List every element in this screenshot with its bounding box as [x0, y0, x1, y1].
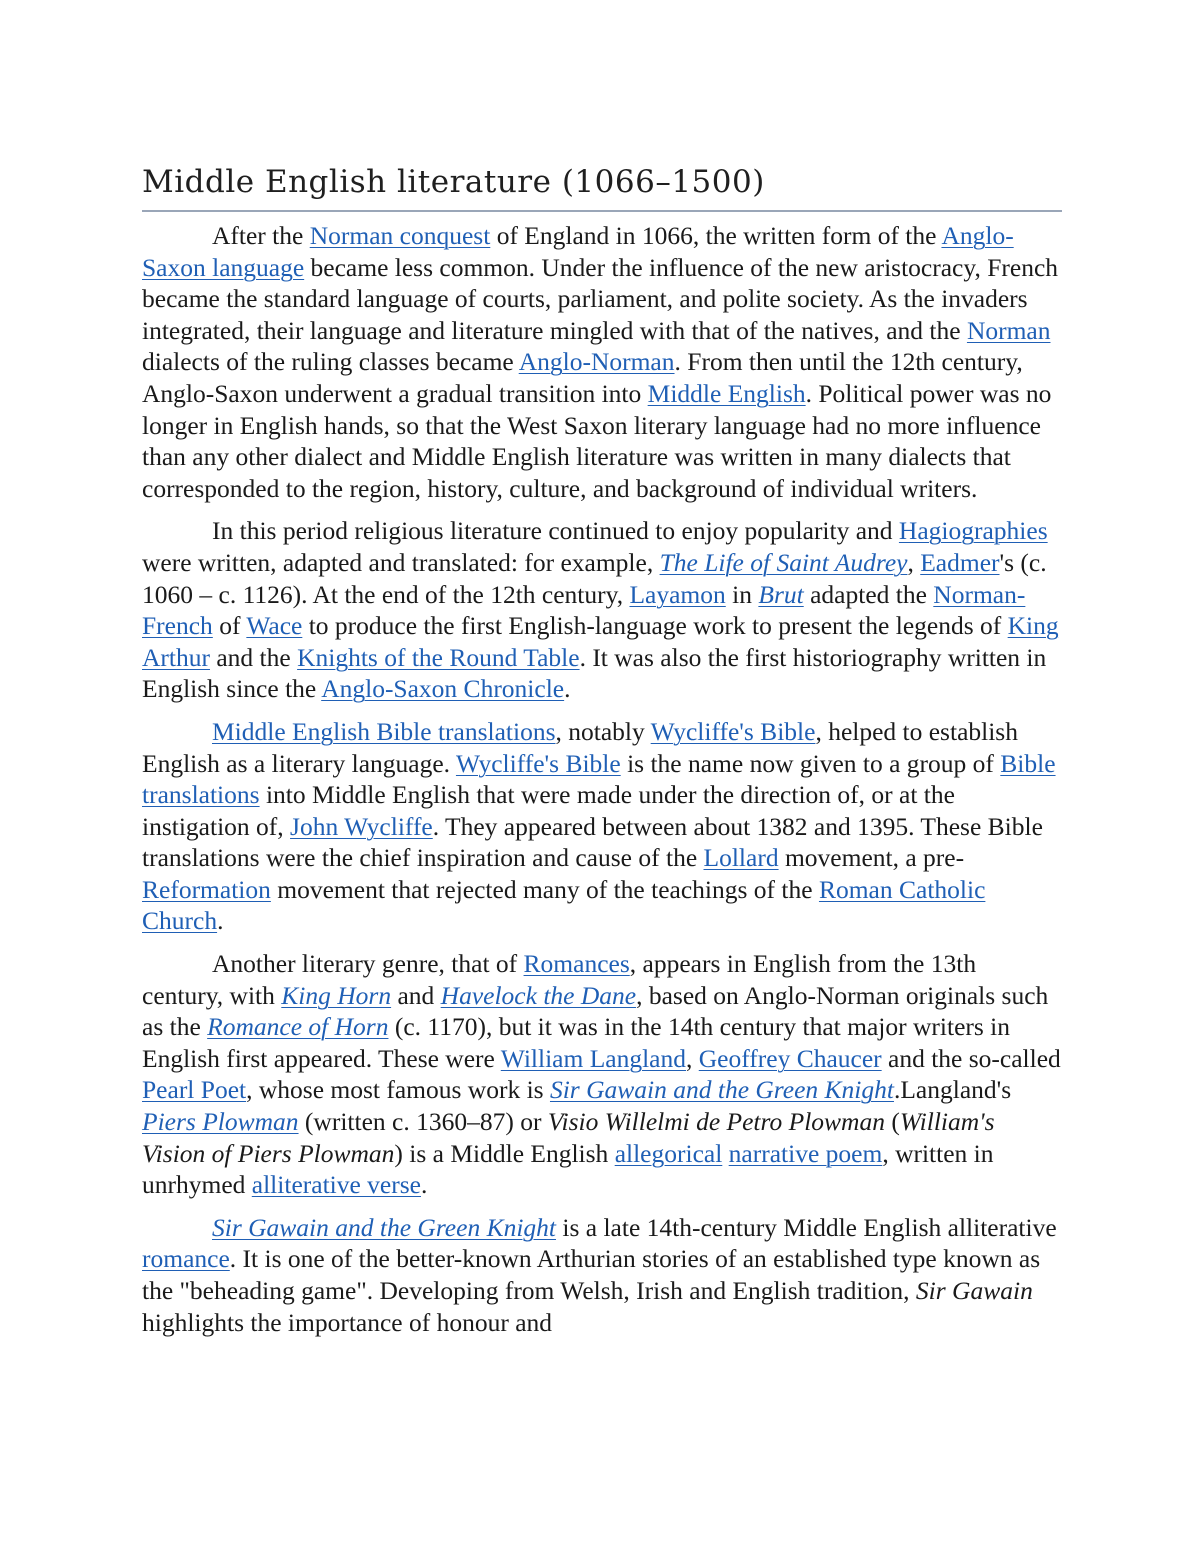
hyperlink[interactable]: Pearl Poet: [142, 1075, 247, 1105]
hyperlink[interactable]: Sir Gawain and the Green Knight: [212, 1212, 557, 1242]
text-run: ) is a Middle English: [394, 1138, 615, 1168]
hyperlink[interactable]: Middle English Bible translations: [212, 716, 556, 746]
hyperlink[interactable]: Norman conquest: [309, 221, 491, 250]
hyperlink[interactable]: Layamon: [629, 579, 726, 609]
text-run: , whose most famous work is: [246, 1075, 550, 1105]
text-run: In this period religious literature continued to enjoy popularity and: [212, 516, 899, 546]
section-heading: Middle English literature (1066–1500): [142, 160, 1062, 212]
text-run: , helped to establish English as a literary language.: [142, 716, 1018, 778]
hyperlink[interactable]: Anglo-Norman: [518, 347, 675, 377]
paragraph: [142, 220, 1062, 504]
text-run: , based on Anglo-Norman originals such as the: [142, 980, 1049, 1042]
hyperlink[interactable]: Brut: [758, 579, 804, 609]
hyperlink[interactable]: Norman: [966, 315, 1051, 345]
hyperlink[interactable]: Knights of the Round Table: [297, 642, 580, 672]
paragraph: [142, 716, 1062, 937]
text-run: , notably: [555, 716, 651, 746]
text-run: and: [391, 980, 441, 1010]
hyperlink[interactable]: Roman Catholic Church: [142, 874, 986, 936]
text-run: (written c. 1360–87) or: [298, 1107, 548, 1137]
text-run: and the: [209, 642, 298, 672]
text-run: adapted the: [803, 579, 934, 609]
hyperlink[interactable]: King Arthur: [142, 611, 1059, 672]
text-run: is the name now given to a group of: [620, 748, 1001, 778]
hyperlink[interactable]: Romances: [523, 949, 630, 979]
text-run: . From then until the 12th century, Anglo-Saxon underwent a gradual transition into: [142, 347, 1023, 408]
hyperlink[interactable]: allegorical: [614, 1138, 723, 1168]
hyperlink[interactable]: Lollard: [703, 843, 779, 873]
text-run: Another literary genre, that of: [212, 949, 524, 979]
text-run: 's (c. 1060 – c. 1126). At the end of the 12th century,: [142, 547, 1047, 609]
hyperlink[interactable]: Norman-French: [142, 579, 1026, 641]
hyperlink[interactable]: Anglo-Saxon Chronicle: [321, 674, 565, 704]
hyperlink[interactable]: Piers Plowman: [142, 1107, 299, 1137]
text-run: is a late 14th-century Middle English alliterative: [556, 1212, 1057, 1242]
hyperlink[interactable]: Romance of Horn: [207, 1012, 389, 1042]
italic-text: William's Vision of Piers Plowman: [142, 1107, 995, 1168]
hyperlink[interactable]: Wycliffe's Bible: [455, 748, 621, 778]
hyperlink[interactable]: Bible translations: [142, 748, 1056, 810]
text-run: , written in unrhymed: [142, 1138, 994, 1200]
hyperlink[interactable]: Middle English: [647, 378, 806, 408]
text-run: of: [212, 611, 247, 641]
paragraph: [142, 1212, 1062, 1338]
hyperlink[interactable]: Eadmer: [920, 547, 1000, 577]
hyperlink[interactable]: King Horn: [281, 980, 392, 1010]
paragraph: [142, 515, 1062, 705]
hyperlink[interactable]: The Life of Saint Audrey: [659, 547, 908, 577]
hyperlink[interactable]: John Wycliffe: [290, 811, 433, 841]
text-run: After the: [212, 221, 310, 250]
hyperlink[interactable]: Wace: [246, 611, 303, 641]
hyperlink[interactable]: Wycliffe's Bible: [650, 716, 816, 746]
text-run: into Middle English that were made under the direction of, or at the instigation of,: [142, 780, 955, 841]
italic-text: Visio Willelmi de Petro Plowman: [547, 1107, 885, 1137]
text-run: .: [420, 1170, 428, 1200]
document-body: [142, 220, 1062, 1338]
text-run: . It is one of the better-known Arthurian stories of an established type known as the "beheading game". Developing from Welsh, Irish and English tradition,: [142, 1244, 1041, 1305]
document-page: [142, 160, 1062, 1338]
hyperlink[interactable]: romance: [142, 1244, 230, 1274]
hyperlink[interactable]: Havelock the Dane: [440, 980, 637, 1010]
hyperlink[interactable]: Sir Gawain and the Green Knight: [549, 1075, 894, 1105]
text-run: (c. 1170), but it was in the 14th century that major writers in English first appeared. These were: [142, 1012, 1011, 1073]
text-run: were written, adapted and translated: for example,: [142, 547, 660, 577]
text-run: highlights the importance of honour and: [142, 1307, 553, 1337]
hyperlink[interactable]: Reformation: [142, 874, 271, 904]
text-run: movement that rejected many of the teachings of the: [270, 874, 819, 904]
hyperlink[interactable]: William Langland: [500, 1043, 686, 1073]
text-run: . They appeared between about 1382 and 1395. These Bible translations were the chief inspiration and cause of the: [142, 811, 1043, 873]
hyperlink[interactable]: Hagiographies: [898, 516, 1048, 546]
text-run: ,: [686, 1043, 699, 1073]
text-run: became less common. Under the influence of the new aristocracy, French became the standard language of courts, parliament, and polite society. As the invaders integrated, their language and literature mingled with that of the natives, and the: [142, 252, 1059, 345]
paragraph: [142, 948, 1062, 1201]
text-run: .Langland's: [893, 1075, 1012, 1105]
hyperlink[interactable]: Anglo-Saxon language: [142, 221, 1014, 282]
text-run: dialects of the ruling classes became: [142, 347, 519, 377]
hyperlink[interactable]: Geoffrey Chaucer: [698, 1043, 882, 1073]
text-run: to produce the first English-language work to present the legends of: [302, 611, 1008, 641]
text-run: , appears in English from the 13th century, with: [142, 949, 977, 1010]
italic-text: Sir Gawain: [915, 1276, 1033, 1305]
hyperlink[interactable]: alliterative verse: [251, 1170, 421, 1200]
text-run: and the so-called: [881, 1043, 1061, 1073]
text-run: movement, a pre-: [778, 843, 965, 873]
text-run: . It was also the first historiography written in English since the: [142, 642, 1047, 704]
text-run: in: [725, 579, 759, 609]
text-run: .: [217, 906, 224, 936]
text-run: . Political power was no longer in English hands, so that the West Saxon literary language had no more influence than any other dialect and Middle English literature was written in many dialects that corresponded to the region, history, culture, and background of individual writers.: [142, 378, 1052, 503]
text-run: of England in 1066, the written form of the: [490, 221, 942, 250]
text-run: .: [564, 674, 571, 704]
text-run: ,: [907, 547, 921, 577]
text-run: (: [884, 1107, 900, 1137]
hyperlink[interactable]: narrative poem: [728, 1138, 883, 1168]
